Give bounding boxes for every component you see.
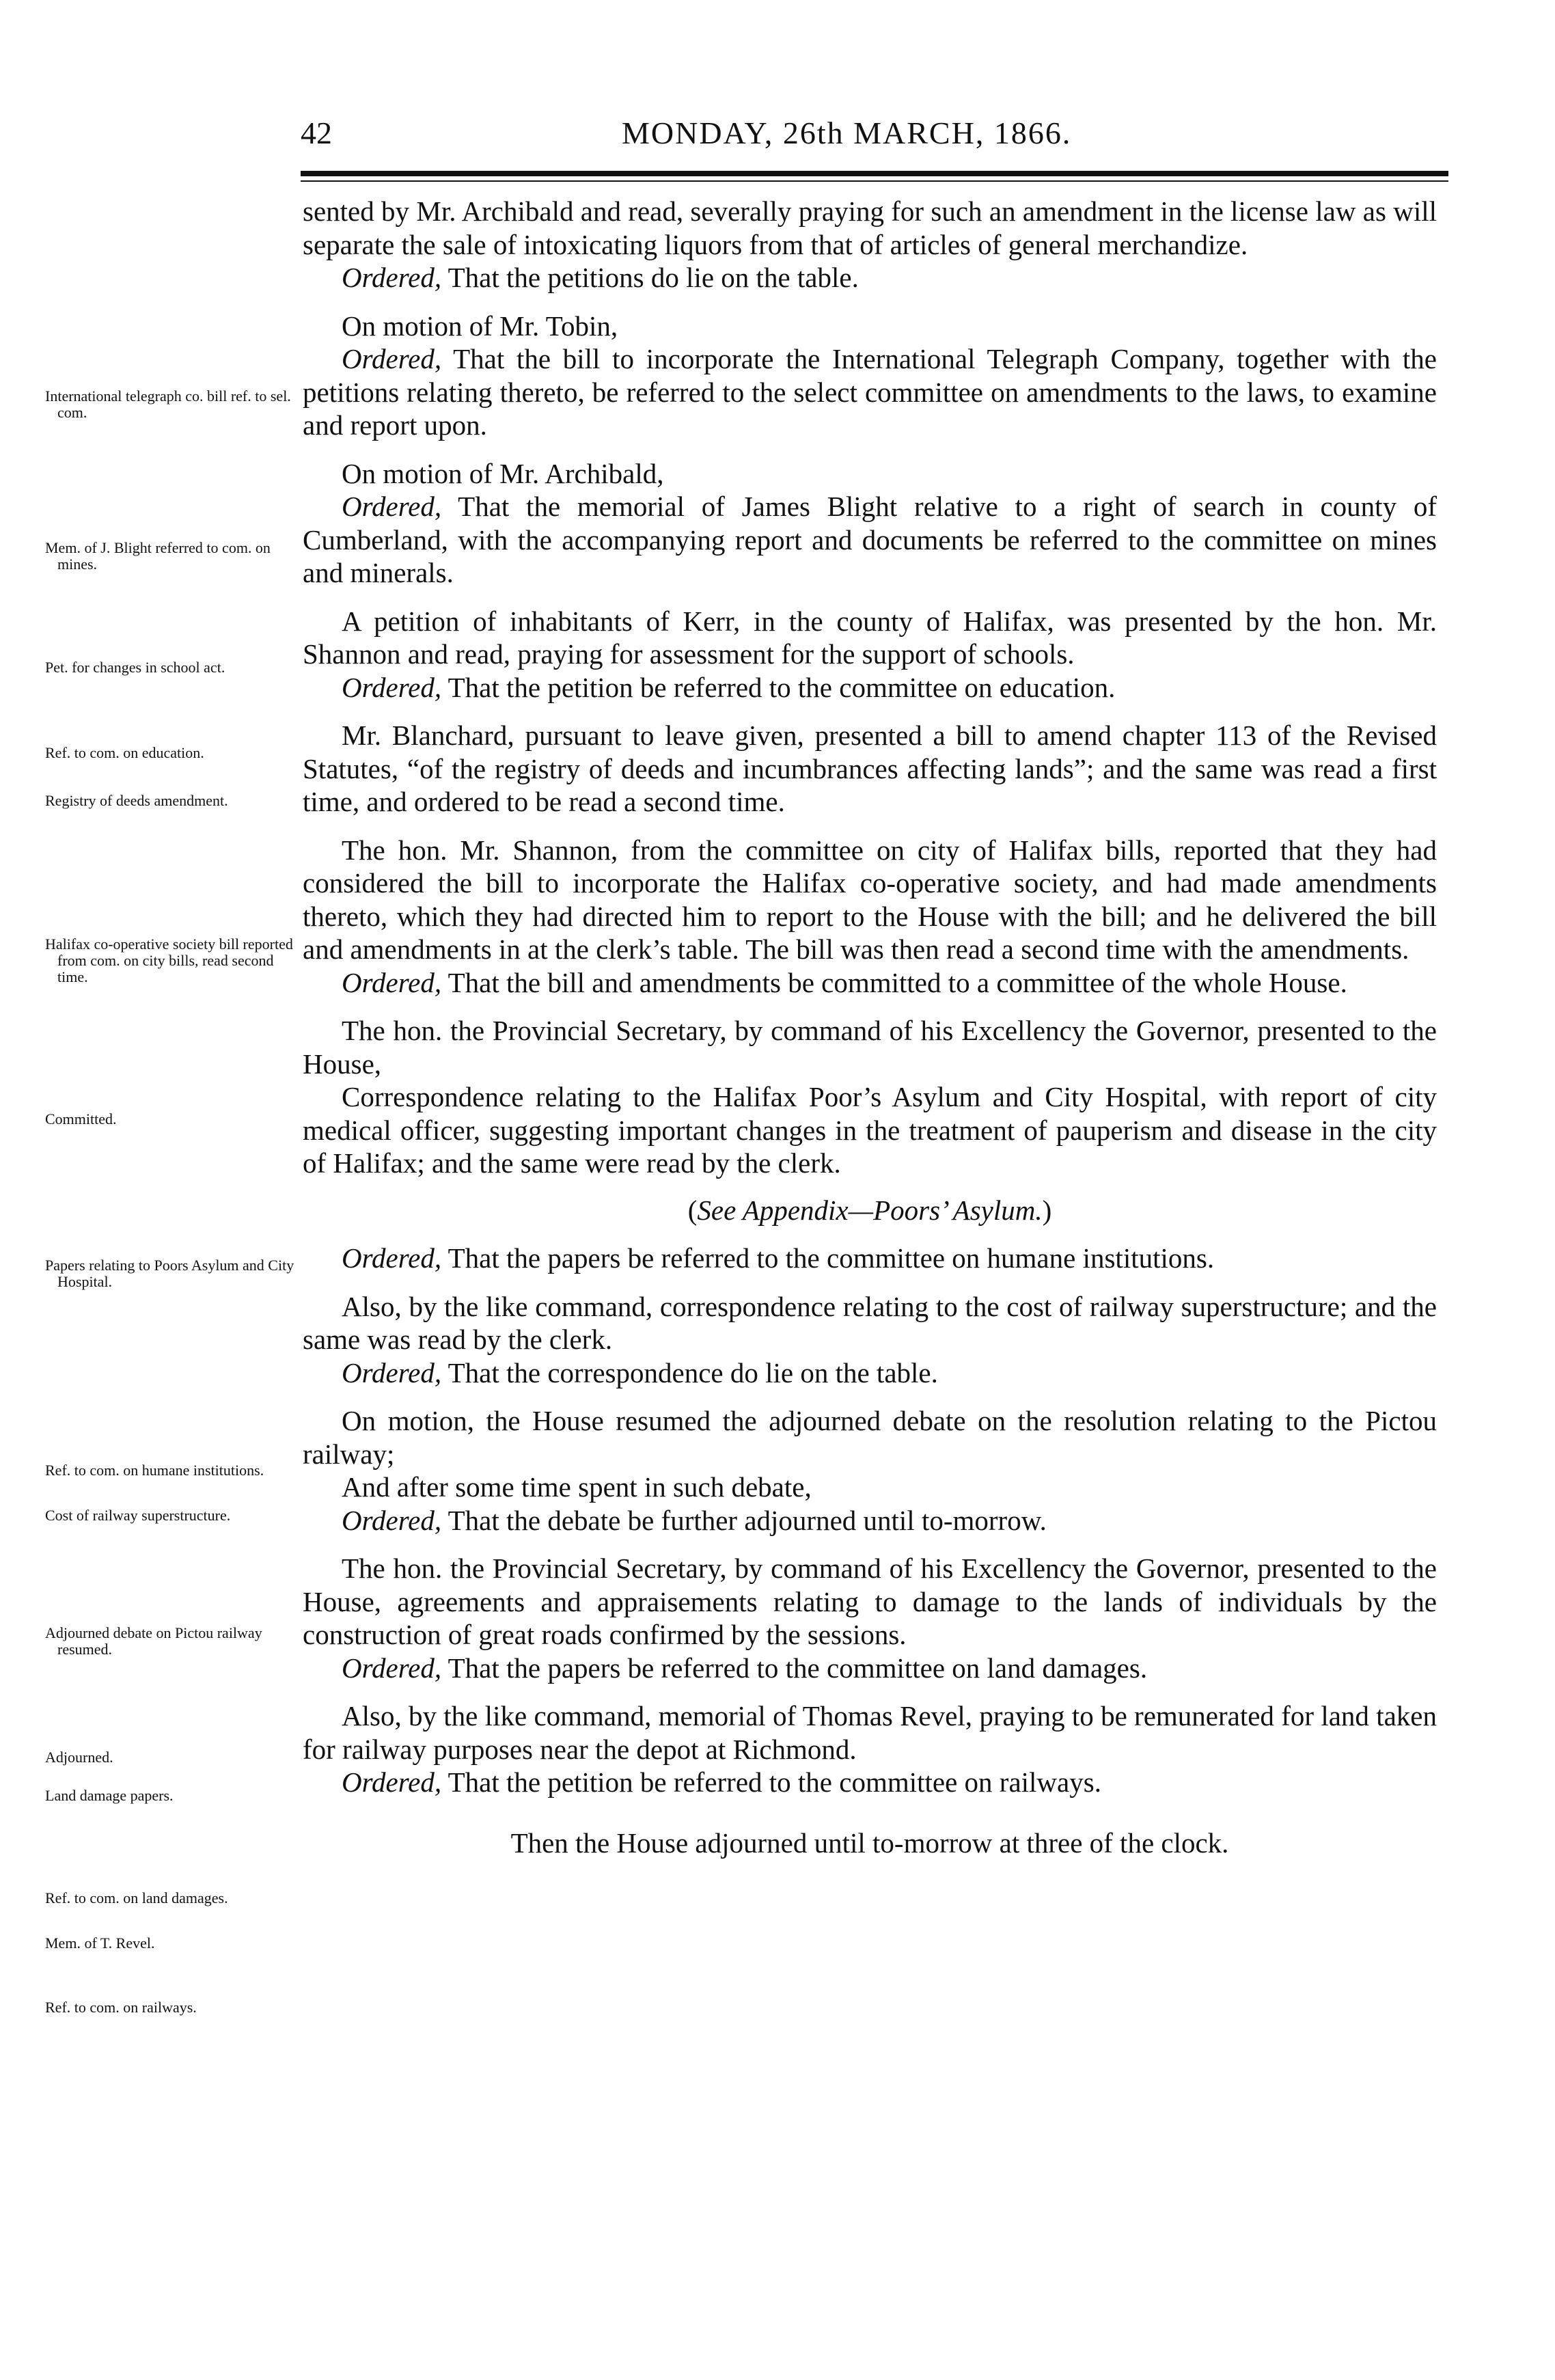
margin-note: Adjourned. <box>45 1749 113 1766</box>
closing-line: Then the House adjourned until to-morrow at three of the clock. <box>510 1827 1229 1859</box>
margin-note: Papers relating to Poors Asylum and City Hospital. <box>45 1257 294 1290</box>
ordered-italic: Ordered, <box>342 1652 442 1684</box>
ordered-italic: Ordered, <box>342 1766 442 1798</box>
paragraph: Ordered, That the petition be referred to the committee on railways. <box>342 1766 1101 1798</box>
paragraph: Ordered, That the memorial of James Blight relative to a right of search in county of Cumberland, with the accompanying report and documents be referred to the committee on mines and minerals. <box>303 491 1437 588</box>
appendix-reference: (See Appendix—Poors’ Asylum.) <box>687 1194 1052 1226</box>
margin-note: Land damage papers. <box>45 1787 174 1804</box>
paragraph: On motion, the House resumed the adjourned debate on the resolution relating to the Pictou railway; <box>303 1405 1437 1470</box>
running-head: MONDAY, 26th MARCH, 1866. <box>622 115 1072 150</box>
margin-note: Mem. of J. Blight referred to com. on mines. <box>45 539 271 573</box>
margin-note: Ref. to com. on humane institutions. <box>45 1462 264 1479</box>
paragraph: sented by Mr. Archibald and read, severally praying for such an amendment in the license law as will separate the sale of intoxicating liquors from that of articles of general merchandize. <box>303 195 1437 260</box>
margin-note: Ref. to com. on land damages. <box>45 1889 228 1906</box>
margin-note: Ref. to com. on education. <box>45 744 204 761</box>
paragraph: Ordered, That the petition be referred to the committee on education. <box>342 671 1116 703</box>
paragraph: Correspondence relating to the Halifax Poor’s Asylum and City Hospital, with report of city medical officer, suggesting important changes in the treatment of pauperism and disease in the city of Halifax; and the same were read by the clerk. <box>303 1081 1437 1179</box>
margin-note: Adjourned debate on Pictou railway resumed. <box>45 1624 262 1658</box>
ordered-italic: Ordered, <box>342 1504 442 1536</box>
ordered-italic: Ordered, <box>342 262 442 293</box>
page-number: 42 <box>301 115 332 150</box>
paragraph: Mr. Blanchard, pursuant to leave given, presented a bill to amend chapter 113 of the Revised Statutes, “of the registry of deeds and incumbrances affecting lands”; and the same was read a first time, and ordered to be read a second time. <box>303 720 1437 817</box>
paragraph: Also, by the like command, memorial of Thomas Revel, praying to be remunerated for land taken for railway purposes near the depot at Richmond. <box>303 1700 1437 1765</box>
margin-note: Committed. <box>45 1110 117 1127</box>
ordered-italic: Ordered, <box>342 491 442 522</box>
paragraph: Ordered, That the bill and amendments be committed to a committee of the whole House. <box>342 966 1347 998</box>
paragraph: The hon. the Provincial Secretary, by command of his Excellency the Governor, presented to the House, <box>303 1015 1437 1080</box>
header-rule-thick <box>301 171 1448 176</box>
margin-note: Registry of deeds amendment. <box>45 792 228 809</box>
paragraph: Ordered, That the papers be referred to the committee on land damages. <box>342 1652 1148 1684</box>
paragraph: Ordered, That the papers be referred to the committee on humane institutions. <box>342 1242 1215 1274</box>
paragraph: On motion of Mr. Archibald, <box>342 457 664 489</box>
margin-note: Halifax co-operative society bill reported from com. on city bills, read second time. <box>45 935 293 985</box>
paragraph: The hon. the Provincial Secretary, by command of his Excellency the Governor, presented to the House, agreements and appraisements relating to damage to the lands of individuals by the construction of great roads confirmed by the sessions. <box>303 1553 1437 1650</box>
paragraph: A petition of inhabitants of Kerr, in the county of Halifax, was presented by the hon. Mr. Shannon and read, praying for assessment for the support of schools. <box>303 605 1437 670</box>
ordered-italic: Ordered, <box>342 343 442 374</box>
paragraph: Ordered, That the correspondence do lie on the table. <box>342 1356 938 1389</box>
margin-note: Ref. to com. on railways. <box>45 1999 197 2016</box>
paragraph: The hon. Mr. Shannon, from the committee on city of Halifax bills, reported that they had considered the bill to incorporate the Halifax co-operative society, and had made amendments thereto, which they had directed him to report to the House with the bill; and he delivered the bill and amendments in at the clerk’s table. The bill was then read a second time with the amendments. <box>303 834 1437 965</box>
margin-note: Cost of railway superstructure. <box>45 1507 231 1524</box>
header-rule-thin <box>301 180 1448 182</box>
ordered-italic: Ordered, <box>342 671 442 703</box>
margin-note: International telegraph co. bill ref. to sel. com. <box>45 387 291 421</box>
paragraph: Also, by the like command, correspondence relating to the cost of railway superstructure; and the same was read by the clerk. <box>303 1290 1437 1355</box>
paragraph: Ordered, That the bill to incorporate the International Telegraph Company, together with the petitions relating thereto, be referred to the select committee on amendments to the laws, to examine and report upon. <box>303 343 1437 441</box>
paragraph: Ordered, That the debate be further adjourned until to-morrow. <box>342 1504 1047 1536</box>
ordered-italic: Ordered, <box>342 966 442 998</box>
margin-note: Mem. of T. Revel. <box>45 1934 155 1952</box>
ordered-italic: Ordered, <box>342 1242 442 1274</box>
paragraph: Ordered, That the petitions do lie on the table. <box>342 262 859 293</box>
margin-note: Pet. for changes in school act. <box>45 659 225 676</box>
main-text-column <box>303 195 1437 1859</box>
paragraph: And after some time spent in such debate, <box>342 1471 812 1503</box>
ordered-italic: Ordered, <box>342 1356 442 1389</box>
paragraph: On motion of Mr. Tobin, <box>342 310 618 342</box>
